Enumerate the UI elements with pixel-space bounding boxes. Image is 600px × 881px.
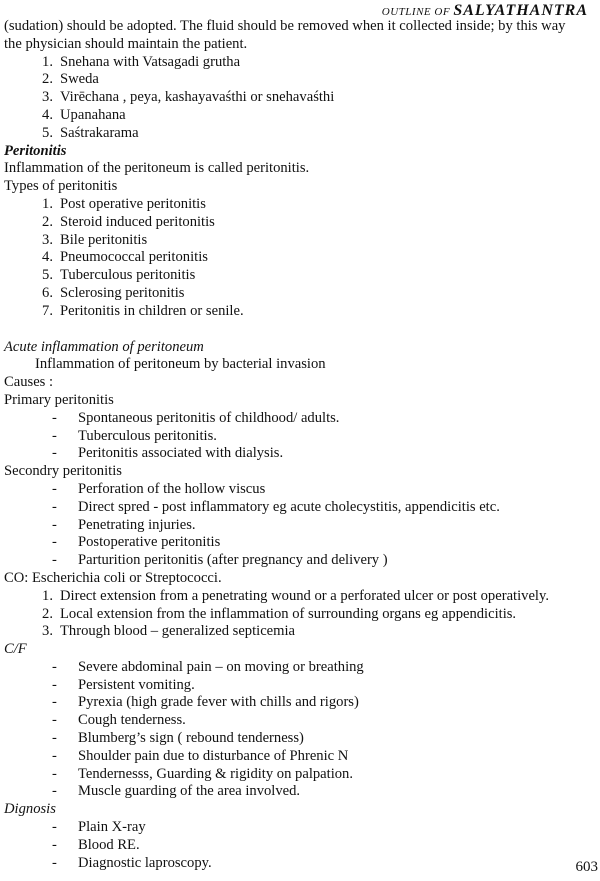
subheading: C/F bbox=[4, 641, 27, 658]
list-item: - Parturition peritonitis (after pregnancy and delivery ) bbox=[52, 552, 388, 569]
dash-list bbox=[4, 481, 594, 570]
paragraph-line: Inflammation of peritoneum by bacterial invasion bbox=[35, 356, 326, 373]
list-item: 3. Virēchana , peya, kashayavaśthi or snehavaśthi bbox=[42, 89, 335, 106]
list-item: - Spontaneous peritonitis of childhood/ adults. bbox=[52, 409, 340, 426]
list-item: - Muscle guarding of the area involved. bbox=[52, 783, 301, 800]
list-item: - Pyrexia (high grade fever with chills and rigors) bbox=[52, 694, 359, 711]
subheading: Dignosis bbox=[4, 801, 56, 818]
list-item: - Tuberculous peritonitis. bbox=[52, 427, 217, 444]
page-number: 603 bbox=[575, 859, 598, 876]
list-item: 2. Sweda bbox=[42, 71, 99, 88]
list-item: - Perforation of the hollow viscus bbox=[52, 480, 266, 497]
list-item: - Cough tenderness. bbox=[52, 712, 186, 729]
running-head-prefix: OUTLINE OF bbox=[381, 6, 451, 18]
numbered-list bbox=[4, 588, 594, 641]
numbered-list bbox=[4, 54, 594, 143]
list-item: 5. Tuberculous peritonitis bbox=[42, 267, 196, 284]
spacer bbox=[4, 321, 594, 339]
list-item: - Blumberg’s sign ( rebound tenderness) bbox=[52, 730, 304, 747]
paragraph-line: the physician should maintain the patient. bbox=[4, 35, 248, 52]
subheading: Causes : bbox=[4, 374, 54, 391]
list-item: 4. Upanahana bbox=[42, 106, 126, 123]
subheading: Primary peritonitis bbox=[4, 391, 114, 408]
numbered-list bbox=[4, 196, 594, 321]
section-heading-acute: Acute inflammation of peritoneum bbox=[4, 338, 204, 355]
list-item: - Penetrating injuries. bbox=[52, 516, 196, 533]
list-item: 2. Local extension from the inflammation of surrounding organs eg appendicitis. bbox=[42, 605, 517, 622]
dash-list bbox=[4, 659, 594, 801]
list-item: 1. Snehana with Vatsagadi grutha bbox=[42, 53, 241, 70]
list-item: - Plain X-ray bbox=[52, 819, 146, 836]
list-item: 4. Pneumococcal peritonitis bbox=[42, 249, 208, 266]
list-item: - Direct spred - post inflammatory eg acute cholecystitis, appendicitis etc. bbox=[52, 498, 500, 515]
list-item: - Shoulder pain due to disturbance of Phrenic N bbox=[52, 747, 349, 764]
list-item: 2. Steroid induced peritonitis bbox=[42, 213, 215, 230]
list-item: - Postoperative peritonitis bbox=[52, 534, 221, 551]
list-item: - Diagnostic laproscopy. bbox=[52, 854, 212, 871]
dash-list bbox=[4, 410, 594, 463]
list-item: - Blood RE. bbox=[52, 836, 140, 853]
dash-list bbox=[4, 819, 594, 872]
subheading: Types of peritonitis bbox=[4, 178, 118, 195]
running-head-book-title: SALYATHANTRA bbox=[453, 2, 588, 19]
page-body bbox=[4, 18, 594, 872]
list-item: - Peritonitis associated with dialysis. bbox=[52, 445, 284, 462]
subheading: Secondry peritonitis bbox=[4, 463, 122, 480]
paragraph-line: Inflammation of the peritoneum is called peritonitis. bbox=[4, 160, 310, 177]
list-item: 3. Through blood – generalized septicemia bbox=[42, 623, 296, 640]
list-item: - Tendernesss, Guarding & rigidity on palpation. bbox=[52, 765, 353, 782]
list-item: 3. Bile peritonitis bbox=[42, 231, 148, 248]
list-item: 1. Post operative peritonitis bbox=[42, 195, 206, 212]
paragraph-line: (sudation) should be adopted. The fluid should be removed when it collected inside; by this way bbox=[4, 18, 566, 34]
list-item: 1. Direct extension from a penetrating wound or a perforated ulcer or post operatively. bbox=[42, 587, 549, 604]
list-item: 5. Saśtrakarama bbox=[42, 124, 139, 141]
list-item: 6. Sclerosing peritonitis bbox=[42, 284, 185, 301]
list-item: - Severe abdominal pain – on moving or breathing bbox=[52, 658, 364, 675]
section-heading-peritonitis: Peritonitis bbox=[4, 142, 67, 159]
subheading: CO: Escherichia coli or Streptococci. bbox=[4, 569, 222, 586]
list-item: 7. Peritonitis in children or senile. bbox=[42, 302, 244, 319]
list-item: - Persistent vomiting. bbox=[52, 676, 195, 693]
